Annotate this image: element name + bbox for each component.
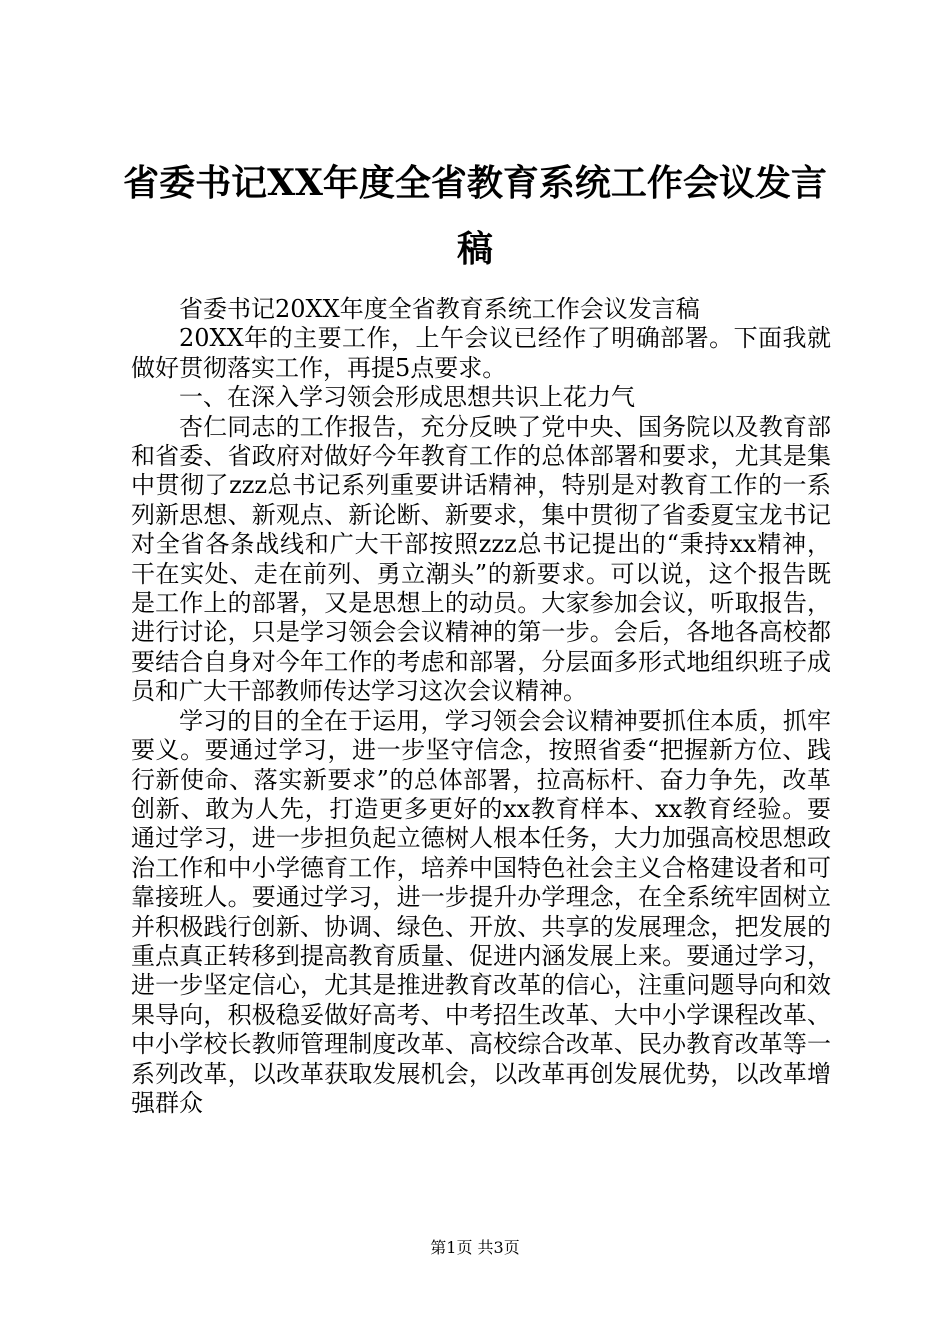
section-heading: 一、在深入学习领会形成思想共识上花力气: [179, 383, 635, 412]
document-body: [131, 295, 831, 1118]
page-number-footer: 第1页 共3页: [430, 1238, 520, 1257]
paragraph-intro: 20XX年的主要工作，上午会议已经作了明确部署。下面我就做好贯彻落实工作，再提5点要求。: [131, 324, 831, 382]
paragraph-subtitle: 省委书记20XX年度全省教育系统工作会议发言稿: [179, 295, 700, 323]
document-title: 省委书记XX年度全省教育系统工作会议发言稿: [123, 162, 827, 270]
paragraph-report: 杏仁同志的工作报告，充分反映了党中央、国务院以及教育部和省委、省政府对做好今年教育工作的总体部署和要求，尤其是集中贯彻了zzz总书记系列重要讲话精神，特别是对教育工作的一系列新思想、新观点、新论断、新要求，集中贯彻了省委夏宝龙书记对全省各条战线和广大干部按照zzz总书记提出的“秉持xx精神，干在实处、走在前列、勇立潮头”的新要求。可以说，这个报告既是工作上的部署，又是思想上的动员。大家参加会议，听取报告，进行讨论，只是学习领会会议精神的第一步。会后，各地各高校都要结合自身对今年工作的考虑和部署，分层面多形式地组织班子成员和广大干部教师传达学习这次会议精神。: [131, 412, 831, 706]
paragraph-study: 学习的目的全在于运用，学习领会会议精神要抓住本质，抓牢要义。要通过学习，进一步坚守信念，按照省委“把握新方位、践行新使命、落实新要求”的总体部署，拉高标杆、奋力争先，改革创新、敢为人先，打造更多更好的xx教育样本、xx教育经验。要通过学习，进一步担负起立德树人根本任务，大力加强高校思想政治工作和中小学德育工作，培养中国特色社会主义合格建设者和可靠接班人。要通过学习，进一步提升办学理念，在全系统牢固树立并积极践行创新、协调、绿色、开放、共享的发展理念，把发展的重点真正转移到提高教育质量、促进内涵发展上来。要通过学习，进一步坚定信心，尤其是推进教育改革的信心，注重问题导向和效果导向，积极稳妥做好高考、中考招生改革、大中小学课程改革、中小学校长教师管理制度改革、高校综合改革、民办教育改革等一系列改革，以改革获取发展机会，以改革再创发展优势，以改革增强群众: [131, 706, 831, 1117]
